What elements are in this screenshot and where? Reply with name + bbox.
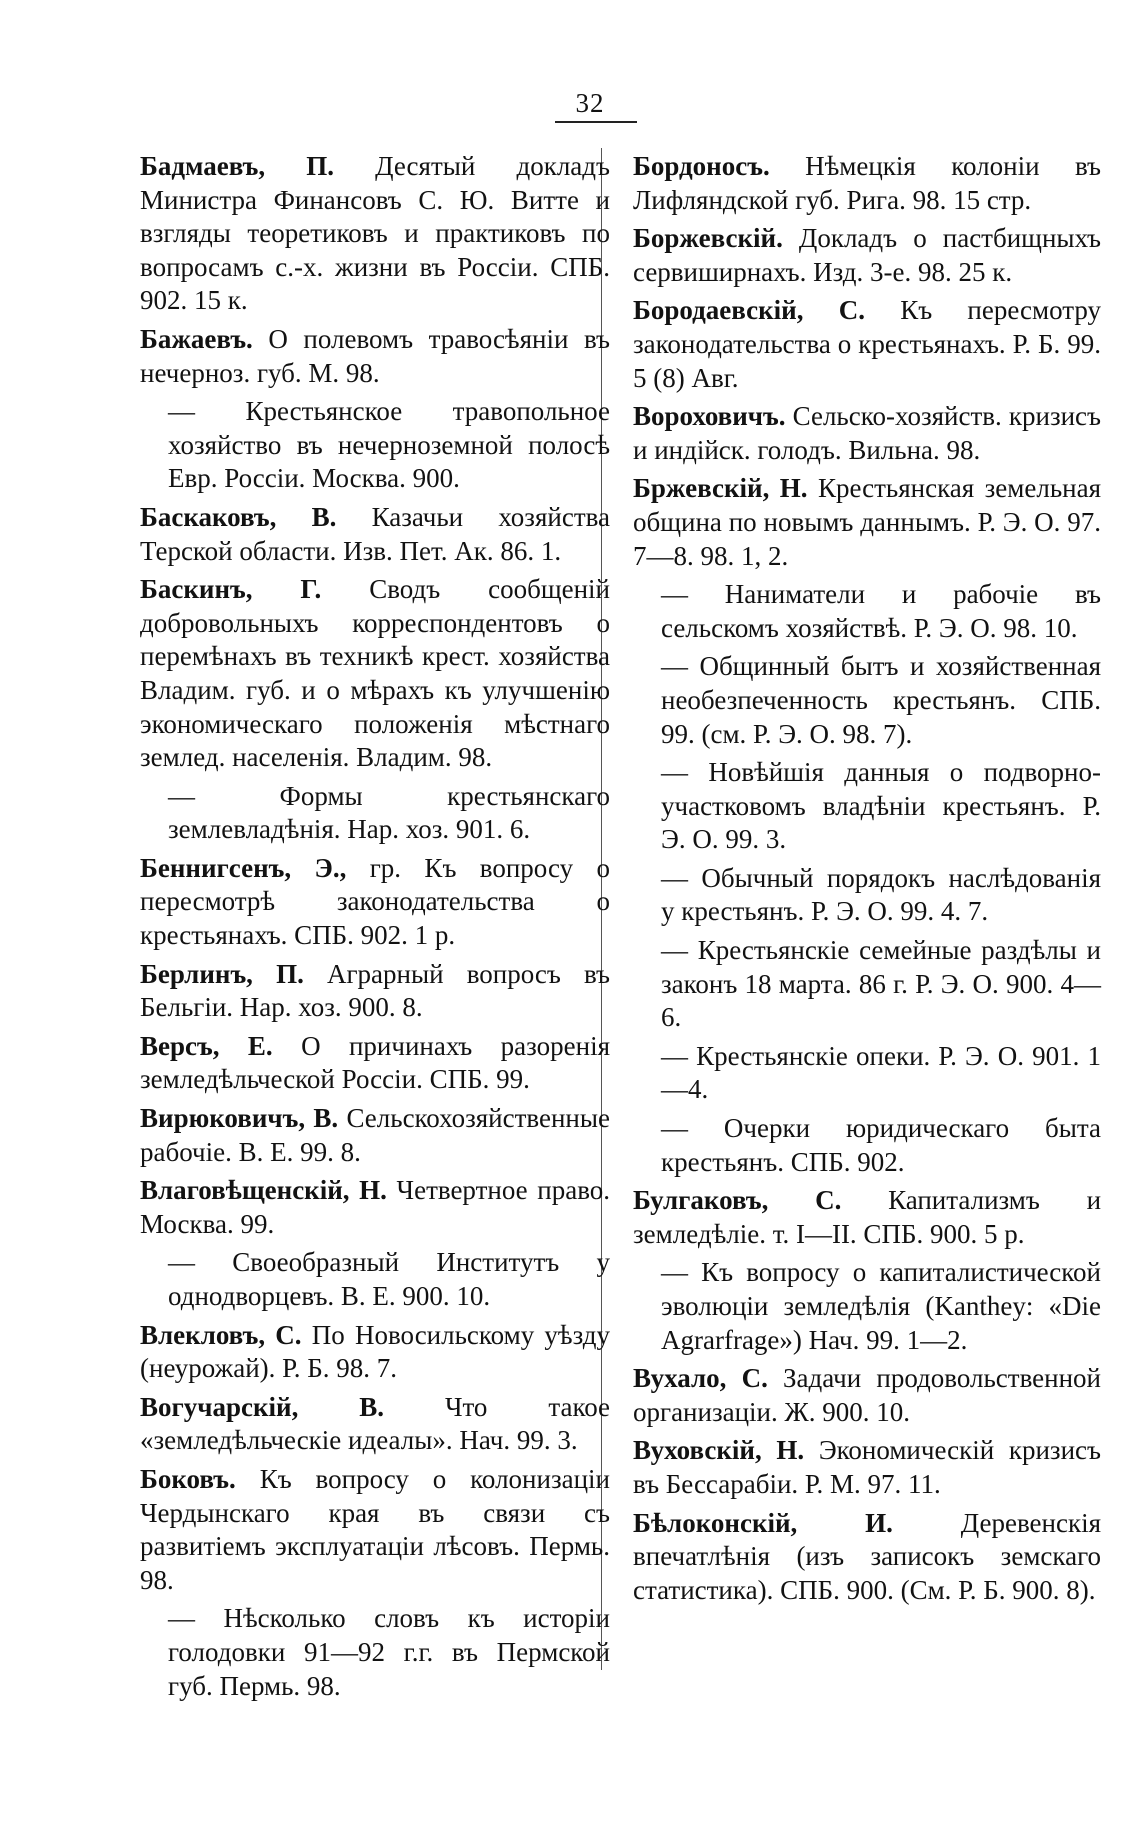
bibliography-entry bbox=[140, 1463, 610, 1597]
bibliography-entry bbox=[633, 756, 1101, 857]
bibliography-entry bbox=[140, 1602, 610, 1703]
entry-text: — Своеобразный Институтъ у однодворцевъ. В. Е. 900. 10. bbox=[168, 1247, 610, 1311]
bibliography-entry bbox=[140, 573, 610, 775]
entry-text: Задачи продовольственной организаціи. Ж. 900. 10. bbox=[633, 1363, 1101, 1427]
entry-author: Бадмаевъ, П. bbox=[140, 151, 334, 181]
entry-text: — Общинный бытъ и хозяйственная необезпеченность крестьянъ. СПБ. 99. (см. Р. Э. О. 98. 7). bbox=[661, 651, 1101, 749]
bibliography-entry bbox=[140, 1319, 610, 1386]
entry-text: Къ вопросу о колонизаціи Чердынскаго края въ связи съ развитіемъ эксплуатаціи лѣсовъ. Пермь. 98. bbox=[140, 1463, 610, 1595]
entry-text: Казачьи хозяйства Терской области. Изв. Пет. Ак. 86. 1. bbox=[140, 501, 610, 566]
entry-text: Десятый докладъ Министра Финансовъ С. Ю. Витте и взгляды теоретиковъ и практиковъ по вопросамъ с.-х. жизни въ Россіи. СПБ. 902. 15 к. bbox=[140, 151, 610, 316]
entry-author: Булгаковъ, С. bbox=[633, 1185, 842, 1216]
bibliography-entry bbox=[633, 472, 1101, 573]
entry-author: Берлинъ, П. bbox=[140, 958, 304, 989]
right-column bbox=[633, 150, 1101, 1612]
entry-text: — Къ вопросу о капиталистической эволюціи земледѣлія (Kanthey: «Die Agrarfrage») Нач. 99. 1—2. bbox=[661, 1257, 1101, 1355]
entry-text: — Новѣйшія данныя о подворно-участковомъ владѣніи крестьянъ. Р. Э. О. 99. 3. bbox=[661, 757, 1101, 855]
header-rule bbox=[555, 121, 637, 123]
entry-author: Бородаевскій, С. bbox=[633, 295, 865, 326]
bibliography-entry bbox=[140, 958, 610, 1025]
bibliography-entry bbox=[633, 1507, 1101, 1608]
entry-author: Бордоносъ. bbox=[633, 151, 770, 181]
entry-author: Бажаевъ. bbox=[140, 323, 253, 354]
entry-author: Вухало, С. bbox=[633, 1363, 768, 1394]
entry-text: Деревенскія впечатлѣнія (изъ записокъ земскаго статистика). СПБ. 900. (См. Р. Б. 900. 8). bbox=[633, 1507, 1102, 1605]
entry-text: гр. Къ вопросу о пересмотрѣ законодательства о крестьянахъ. СПБ. 902. 1 р. bbox=[140, 852, 610, 951]
entry-text: Капитализмъ и земледѣліе. т. I—II. СПБ. 900. 5 р. bbox=[633, 1185, 1102, 1249]
bibliography-entry bbox=[140, 395, 610, 496]
bibliography-entry bbox=[633, 1256, 1101, 1357]
bibliography-entry bbox=[633, 650, 1101, 751]
entry-text: Сельско-хозяйств. кризисъ и индійск. голодъ. Вильна. 98. bbox=[633, 401, 1102, 465]
entry-text: — Крестьянскіе семейные раздѣлы и законъ 18 марта. 86 г. Р. Э. О. 900. 4—6. bbox=[661, 935, 1101, 1033]
bibliography-entry bbox=[140, 501, 610, 568]
bibliography-entry bbox=[633, 1434, 1101, 1501]
bibliography-entry bbox=[633, 400, 1101, 467]
entry-text: По Новосильскому уѣзду (неурожай). Р. Б. 98. 7. bbox=[140, 1319, 610, 1384]
entry-text: — Крестьянскіе опеки. Р. Э. О. 901. 1—4. bbox=[661, 1040, 1101, 1105]
bibliography-entry bbox=[633, 934, 1101, 1035]
bibliography-entry bbox=[633, 1040, 1101, 1107]
entry-text: Докладъ о пастбищныхъ сервиширнахъ. Изд. 3-е. 98. 25 к. bbox=[633, 223, 1101, 287]
entry-text: Нѣмецкія колоніи въ Лифляндской губ. Рига. 98. 15 стр. bbox=[633, 151, 1101, 215]
bibliography-entry bbox=[633, 150, 1101, 217]
bibliography-entry bbox=[633, 1112, 1101, 1179]
entry-author: Баскаковъ, В. bbox=[140, 501, 337, 532]
bibliography-entry bbox=[140, 1391, 610, 1458]
entry-text: О причинахъ разоренія земледѣльческой Россіи. СПБ. 99. bbox=[140, 1030, 611, 1095]
bibliography-entry bbox=[140, 1246, 610, 1313]
bibliography-entry bbox=[140, 150, 610, 318]
entry-author: Влекловъ, С. bbox=[140, 1319, 302, 1350]
entry-author: Боржевскій. bbox=[633, 223, 783, 254]
entry-author: Баскинъ, Г. bbox=[140, 574, 322, 605]
bibliography-entry bbox=[633, 1184, 1101, 1251]
entry-text: — Формы крестьянскаго землевладѣнія. Нар. хоз. 901. 6. bbox=[168, 780, 610, 845]
entry-text: Къ пересмотру законодательства о крестьянахъ. Р. Б. 99. 5 (8) Авг. bbox=[633, 295, 1101, 393]
bibliography-entry bbox=[140, 1102, 610, 1169]
bibliography-entry bbox=[633, 1362, 1101, 1429]
entry-text: — Нѣсколько словъ къ исторіи голодовки 91—92 г.г. въ Пермской губ. Пермь. 98. bbox=[168, 1603, 610, 1701]
bibliography-entry bbox=[140, 323, 610, 390]
entry-author: Версъ, Е. bbox=[140, 1030, 273, 1061]
entry-text: — Очерки юридическаго быта крестьянъ. СПБ. 902. bbox=[661, 1113, 1101, 1177]
entry-text: Экономическій кризисъ въ Бессарабіи. Р. М. 97. 11. bbox=[633, 1435, 1101, 1499]
entry-text: Сельскохозяйственные рабочіе. В. Е. 99. 8. bbox=[140, 1103, 611, 1167]
entry-author: Беннигсенъ, Э., bbox=[140, 852, 347, 883]
page-number: 32 bbox=[575, 88, 605, 118]
bibliography-entry bbox=[633, 222, 1101, 289]
entry-author: Бржевскій, Н. bbox=[633, 473, 808, 504]
bibliography-entry bbox=[140, 1174, 610, 1241]
entry-author: Вогучарскій, В. bbox=[140, 1391, 385, 1422]
bibliography-entry bbox=[633, 578, 1101, 645]
entry-text: Что такое «земледѣльческіе идеалы». Нач. 99. 3. bbox=[140, 1391, 611, 1456]
entry-text: Крестьянская земельная община по новымъ даннымъ. Р. Э. О. 97. 7—8. 98. 1, 2. bbox=[633, 473, 1101, 571]
entry-author: Вирюковичъ, В. bbox=[140, 1103, 339, 1134]
bibliography-entry bbox=[140, 852, 610, 953]
bibliography-entry bbox=[140, 780, 610, 847]
bibliography-entry bbox=[140, 1030, 610, 1097]
entry-author: Бѣлоконскій, И. bbox=[633, 1507, 893, 1538]
entry-author: Вороховичъ. bbox=[633, 401, 786, 432]
entry-text: — Крестьянское травопольное хозяйство въ нечерноземной полосѣ Евр. Россіи. Москва. 900. bbox=[168, 396, 610, 494]
entry-author: Влаговѣщенскій, Н. bbox=[140, 1175, 387, 1206]
entry-text: Сводъ сообщеній добровольныхъ корреспондентовъ о перемѣнахъ въ техникѣ крест. хозяйства Владим. губ. и о мѣрахъ къ улучшенію экономическаго положенія мѣстнаго землед. населенія. Владим. 98. bbox=[140, 574, 610, 773]
entry-author: Боковъ. bbox=[140, 1463, 236, 1494]
entry-text: О полевомъ травосѣяніи въ нечерноз. губ. М. 98. bbox=[140, 323, 610, 388]
entry-text: — Обычный порядокъ наслѣдованія у крестьянъ. Р. Э. О. 99. 4. 7. bbox=[661, 862, 1101, 927]
bibliography-entry bbox=[633, 862, 1101, 929]
entry-text: — Наниматели и рабочіе въ сельскомъ хозяйствѣ. Р. Э. О. 98. 10. bbox=[661, 579, 1101, 643]
entry-text: Четвертное право. Москва. 99. bbox=[140, 1175, 611, 1239]
entry-text: Аграрный вопросъ въ Бельгіи. Нар. хоз. 900. 8. bbox=[140, 958, 611, 1023]
left-column bbox=[140, 150, 610, 1708]
bibliography-entry bbox=[633, 294, 1101, 395]
entry-author: Вуховскій, Н. bbox=[633, 1435, 805, 1466]
